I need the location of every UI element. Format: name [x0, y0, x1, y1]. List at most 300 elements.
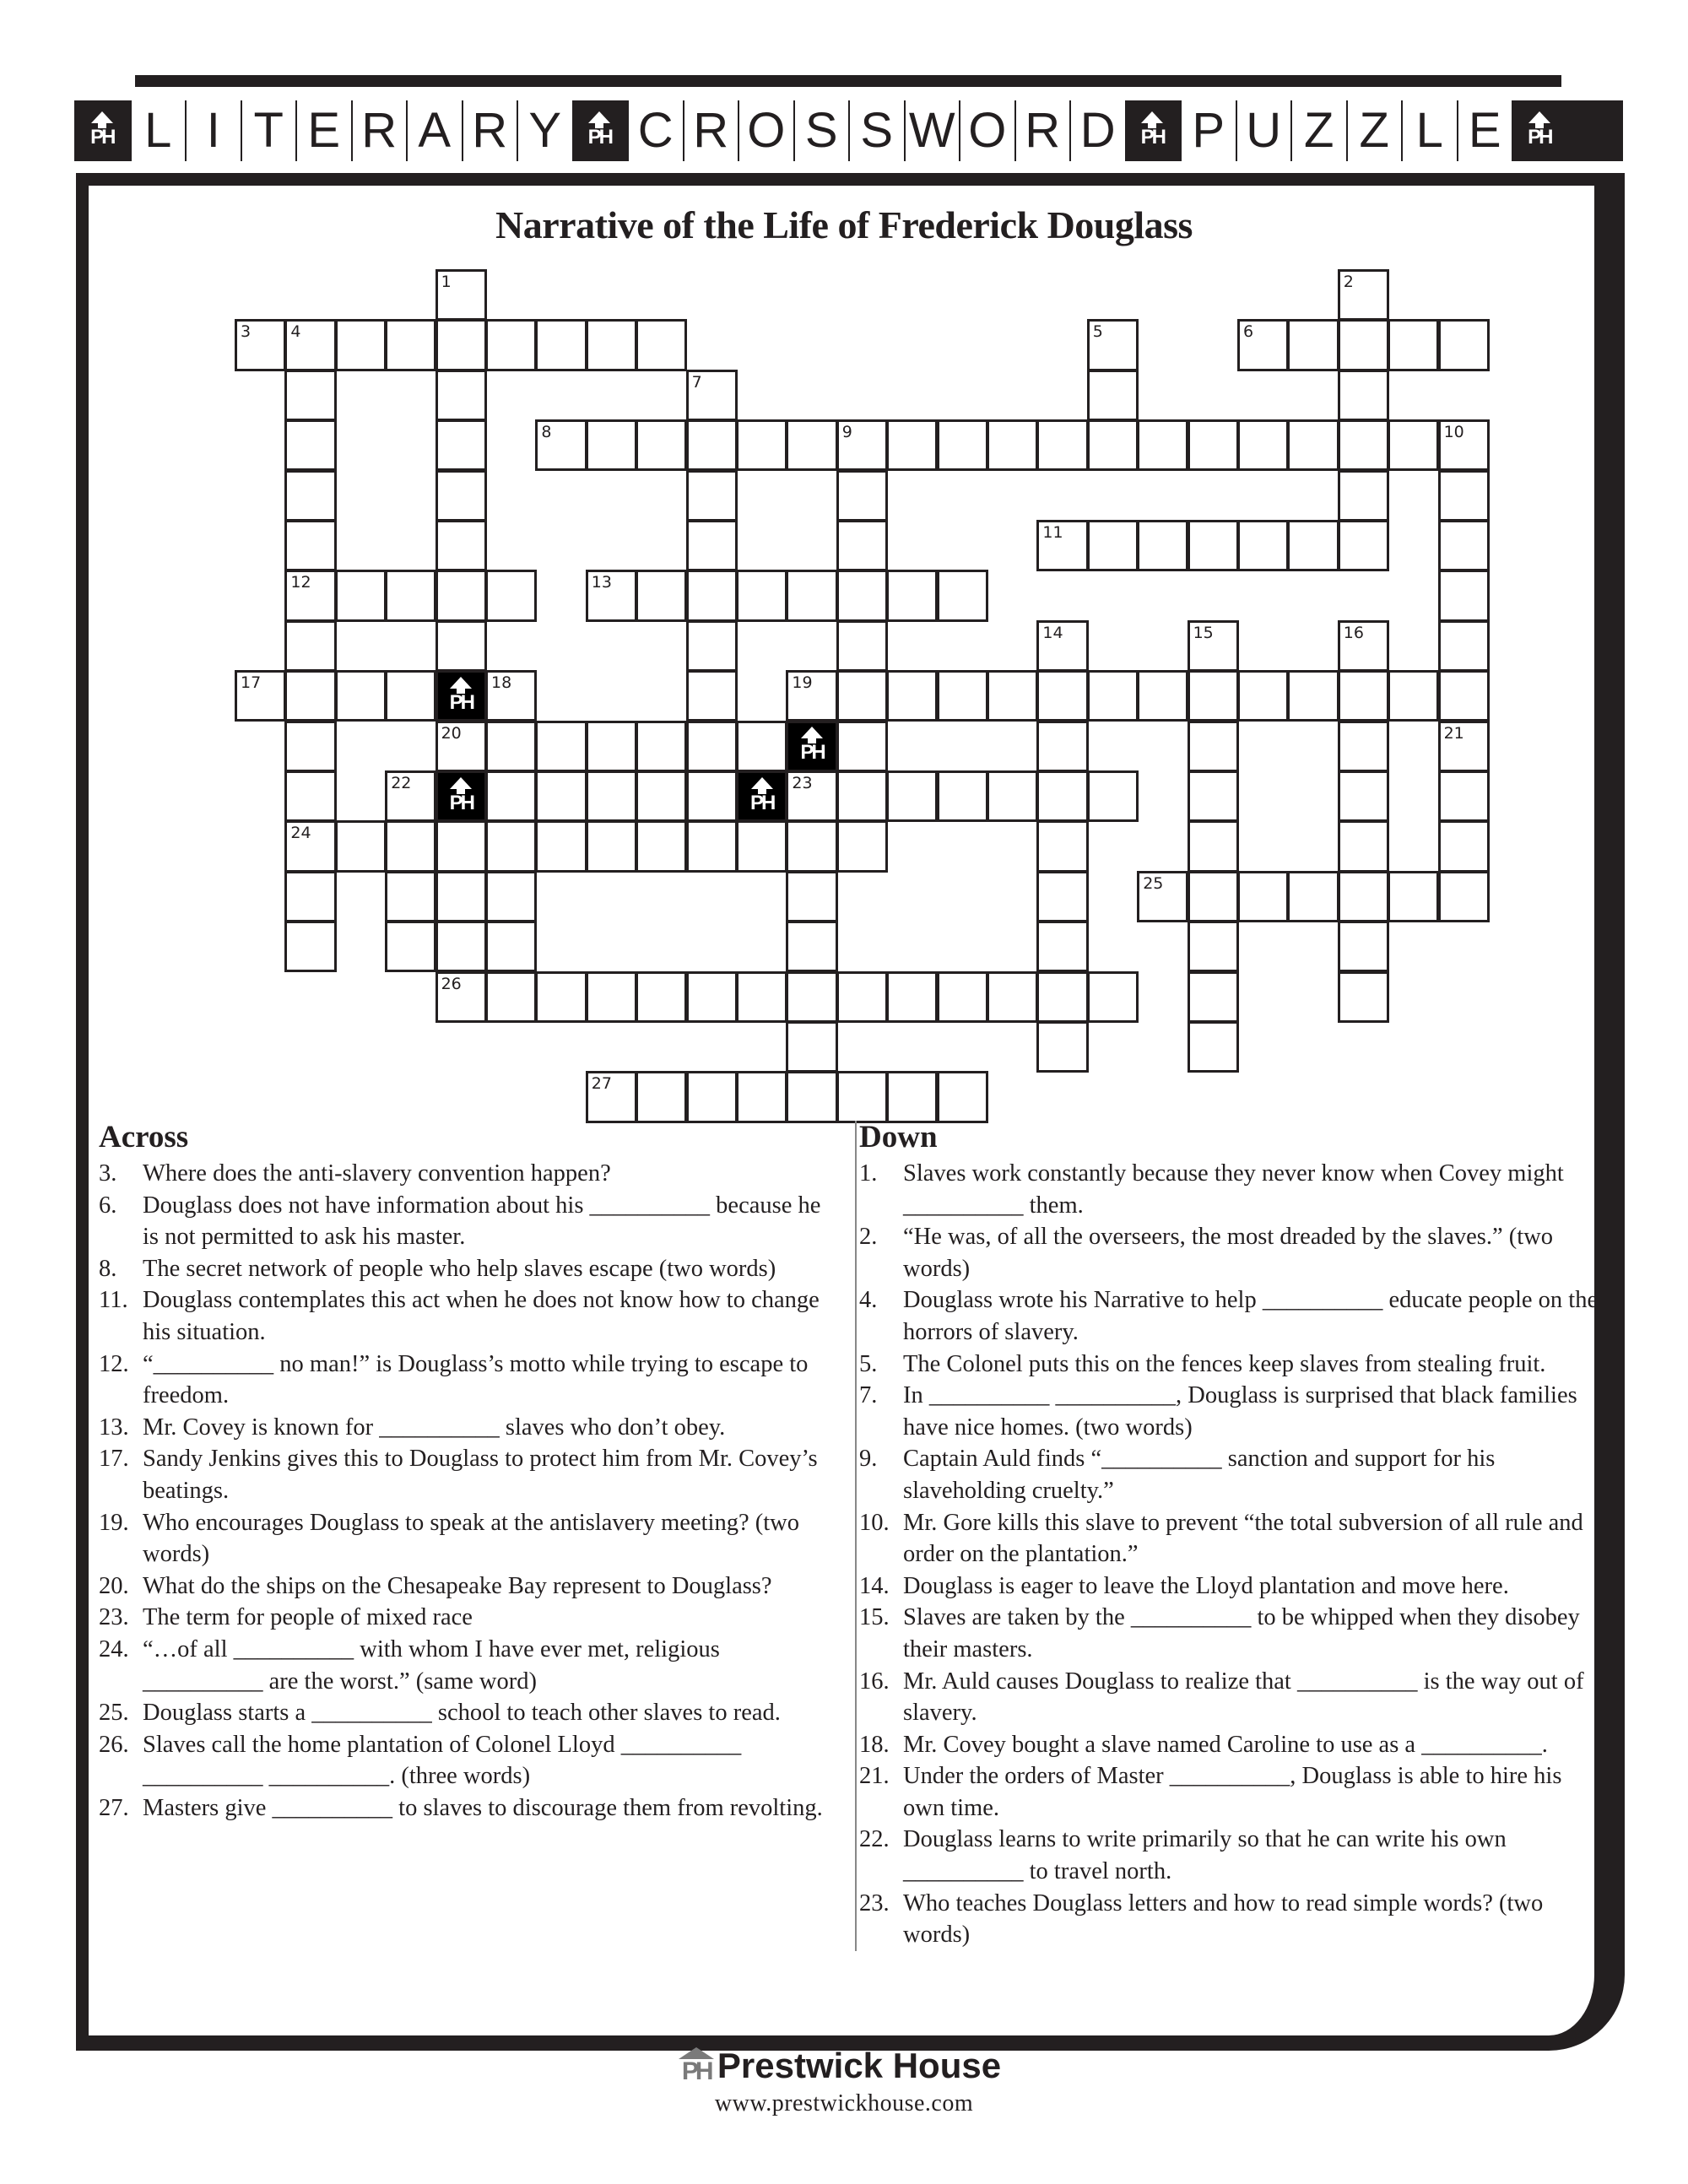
grid-cell[interactable]	[284, 721, 336, 772]
clue-number: 2.	[859, 1224, 878, 1251]
grid-cell[interactable]	[1137, 670, 1188, 722]
grid-cell[interactable]	[385, 670, 436, 722]
grid-cell[interactable]	[284, 620, 336, 672]
grid-cell[interactable]	[636, 971, 687, 1023]
banner-logo-tile	[1512, 100, 1567, 161]
clue-text: Masters give __________ to slaves to discourage them from revolting.	[143, 1794, 823, 1821]
clue-text: Captain Auld finds “__________ sanction and support for his slaveholding cruelty.”	[903, 1446, 1496, 1504]
grid-cell[interactable]	[686, 570, 738, 621]
grid-cell[interactable]	[1237, 670, 1289, 722]
grid-cell[interactable]	[284, 419, 336, 471]
down-clue	[857, 1284, 1599, 1348]
grid-cell[interactable]	[786, 419, 837, 471]
grid-cell[interactable]	[485, 721, 537, 772]
grid-cell[interactable]	[1388, 670, 1439, 722]
grid-cell[interactable]	[1438, 470, 1490, 522]
grid-cell[interactable]	[535, 971, 587, 1023]
down-clue	[857, 1221, 1599, 1284]
banner-logo-tile	[572, 100, 628, 161]
clue-number: 12.	[99, 1350, 129, 1377]
clue-number: 1.	[859, 1160, 878, 1187]
clue-text: Douglass wrote his Narrative to help __________ educate people on the horrors of slavery.	[903, 1287, 1599, 1345]
banner-letter-tile: Y	[517, 100, 572, 161]
clue-number: 26.	[99, 1731, 129, 1758]
black-cell	[436, 770, 487, 822]
clue-number: 25	[1143, 873, 1164, 893]
grid-cell[interactable]	[937, 670, 988, 722]
clue-number: 18	[491, 673, 512, 693]
grid-cell[interactable]	[436, 620, 487, 672]
grid-cell[interactable]	[1237, 419, 1289, 471]
grid-cell[interactable]	[284, 570, 336, 621]
grid-cell[interactable]	[1338, 971, 1389, 1023]
banner-letter-tile: R	[683, 100, 738, 161]
grid-cell[interactable]	[485, 570, 537, 621]
ph-house-icon: PH	[587, 111, 612, 150]
grid-cell[interactable]	[636, 419, 687, 471]
grid-cell[interactable]	[1137, 871, 1188, 922]
grid-cell[interactable]	[335, 570, 387, 621]
grid-cell[interactable]	[736, 820, 787, 872]
grid-cell[interactable]	[1087, 370, 1139, 421]
grid-cell[interactable]	[436, 470, 487, 522]
clue-number: 7	[691, 372, 702, 392]
clue-number: 14.	[859, 1572, 890, 1599]
clue-text: Douglass is eager to leave the Lloyd plantation and move here.	[903, 1572, 1509, 1599]
grid-cell[interactable]	[535, 770, 587, 822]
clue-number: 16	[1343, 623, 1364, 642]
banner-literary-crossword-puzzle	[74, 100, 1623, 161]
grid-cell[interactable]	[586, 319, 637, 370]
clue-number: 17.	[99, 1446, 129, 1473]
clue-text: Douglass does not have information about his __________ because he is not permitted to ask his master.	[143, 1192, 821, 1251]
grid-cell[interactable]	[736, 971, 787, 1023]
grid-cell[interactable]	[235, 319, 286, 370]
top-rule	[135, 75, 1561, 87]
grid-cell[interactable]	[1036, 820, 1088, 872]
grid-cell[interactable]	[284, 470, 336, 522]
grid-cell[interactable]	[636, 570, 687, 621]
grid-cell[interactable]	[1237, 871, 1289, 922]
grid-cell[interactable]	[1438, 721, 1490, 772]
grid-cell[interactable]	[436, 721, 487, 772]
grid-cell[interactable]	[686, 770, 738, 822]
grid-cell[interactable]	[1036, 971, 1088, 1023]
grid-cell[interactable]	[987, 670, 1038, 722]
black-cell	[436, 670, 487, 722]
banner-letter-tile: Z	[1346, 100, 1402, 161]
grid-cell[interactable]	[836, 419, 888, 471]
grid-cell[interactable]	[1438, 419, 1490, 471]
grid-cell[interactable]	[786, 670, 837, 722]
grid-cell[interactable]	[987, 419, 1038, 471]
grid-cell[interactable]	[284, 820, 336, 872]
clue-number: 20	[441, 723, 462, 743]
grid-cell[interactable]	[736, 721, 787, 772]
across-clue	[99, 1697, 841, 1729]
grid-cell[interactable]	[485, 319, 537, 370]
clue-number: 8.	[99, 1255, 117, 1282]
clue-number: 2	[1343, 273, 1354, 291]
grid-cell[interactable]	[436, 971, 487, 1023]
grid-cell[interactable]	[1388, 319, 1439, 370]
grid-cell[interactable]	[1338, 470, 1389, 522]
grid-cell[interactable]	[786, 1021, 837, 1073]
clue-text: What do the ships on the Chesapeake Bay represent to Douglass?	[143, 1572, 772, 1599]
grid-cell[interactable]	[586, 570, 637, 621]
grid-cell[interactable]	[385, 921, 436, 972]
grid-cell[interactable]	[485, 871, 537, 922]
grid-cell[interactable]	[886, 670, 938, 722]
ph-house-icon: PH	[89, 111, 115, 150]
grid-cell[interactable]	[1087, 319, 1139, 370]
grid-cell[interactable]	[1087, 770, 1139, 822]
grid-cell[interactable]	[1438, 319, 1490, 370]
grid-cell[interactable]	[436, 921, 487, 972]
grid-cell[interactable]	[1338, 921, 1389, 972]
clue-text: Under the orders of Master __________, Douglass is able to hire his own time.	[903, 1763, 1562, 1821]
grid-cell[interactable]	[1338, 520, 1389, 571]
across-clue-list	[99, 1158, 841, 1824]
banner-letter-tile: E	[295, 100, 351, 161]
grid-cell[interactable]	[335, 670, 387, 722]
grid-cell[interactable]	[1338, 419, 1389, 471]
grid-cell[interactable]	[636, 820, 687, 872]
banner-letter-tile: O	[959, 100, 1014, 161]
grid-cell[interactable]	[1188, 419, 1239, 471]
clue-number: 19	[792, 673, 813, 693]
grid-cell[interactable]	[1338, 871, 1389, 922]
grid-cell[interactable]	[1338, 319, 1389, 370]
grid-cell[interactable]	[1237, 520, 1289, 571]
clue-number: 27.	[99, 1794, 129, 1821]
grid-cell[interactable]	[1036, 670, 1088, 722]
grid-cell[interactable]	[636, 1071, 687, 1122]
grid-cell[interactable]	[786, 820, 837, 872]
ph-house-icon: PH	[448, 777, 473, 816]
grid-cell[interactable]	[987, 971, 1038, 1023]
grid-cell[interactable]	[836, 620, 888, 672]
grid-cell[interactable]	[1388, 419, 1439, 471]
grid-cell[interactable]	[686, 1071, 738, 1122]
grid-cell[interactable]	[284, 370, 336, 421]
across-clues	[99, 1121, 841, 1824]
grid-cell[interactable]	[586, 721, 637, 772]
grid-cell[interactable]	[1036, 620, 1088, 672]
grid-cell[interactable]	[686, 419, 738, 471]
grid-cell[interactable]	[636, 319, 687, 370]
clue-text: The term for people of mixed race	[143, 1604, 473, 1631]
grid-cell[interactable]	[686, 370, 738, 421]
grid-cell[interactable]	[1036, 921, 1088, 972]
clue-number: 13	[591, 573, 612, 592]
ph-house-icon: PH	[799, 727, 825, 765]
grid-cell[interactable]	[535, 319, 587, 370]
grid-cell[interactable]	[836, 670, 888, 722]
clue-number: 6	[1243, 322, 1254, 342]
grid-cell[interactable]	[1338, 620, 1389, 672]
banner-letter-tile: U	[1236, 100, 1291, 161]
banner-letter-tile: P	[1180, 100, 1236, 161]
house-icon: PH	[679, 2047, 714, 2086]
down-clue	[857, 1349, 1599, 1381]
clue-number: 6.	[99, 1192, 117, 1219]
grid-cell[interactable]	[1188, 921, 1239, 972]
grid-cell[interactable]	[937, 419, 988, 471]
grid-cell[interactable]	[686, 721, 738, 772]
grid-cell[interactable]	[736, 1071, 787, 1122]
grid-cell[interactable]	[436, 419, 487, 471]
grid-cell[interactable]	[284, 770, 336, 822]
grid-cell[interactable]	[786, 971, 837, 1023]
ph-house-icon: PH	[1139, 111, 1165, 150]
grid-cell[interactable]	[1036, 419, 1088, 471]
grid-cell[interactable]	[586, 1071, 637, 1122]
banner-letter-tile: T	[241, 100, 296, 161]
grid-cell[interactable]	[686, 520, 738, 571]
grid-cell[interactable]	[436, 871, 487, 922]
grid-cell[interactable]	[1287, 670, 1339, 722]
grid-cell[interactable]	[586, 971, 637, 1023]
grid-cell[interactable]	[937, 1071, 988, 1122]
grid-cell[interactable]	[836, 820, 888, 872]
grid-cell[interactable]	[335, 820, 387, 872]
grid-cell[interactable]	[1438, 871, 1490, 922]
grid-cell[interactable]	[636, 770, 687, 822]
grid-cell[interactable]	[535, 419, 587, 471]
clue-text: Douglass contemplates this act when he does not know how to change his situation.	[143, 1287, 820, 1345]
grid-cell[interactable]	[987, 770, 1038, 822]
grid-cell[interactable]	[1438, 570, 1490, 621]
down-clue	[857, 1380, 1599, 1443]
grid-cell[interactable]	[1287, 871, 1339, 922]
clue-number: 22.	[859, 1826, 890, 1853]
banner-letter-tile: L	[1401, 100, 1457, 161]
clue-number: 5	[1092, 322, 1103, 342]
grid-cell[interactable]	[1188, 770, 1239, 822]
grid-cell[interactable]	[937, 570, 988, 621]
grid-cell[interactable]	[385, 820, 436, 872]
across-clue	[99, 1792, 841, 1825]
grid-cell[interactable]	[686, 470, 738, 522]
grid-cell[interactable]	[485, 670, 537, 722]
clue-text: “__________ no man!” is Douglass’s motto while trying to escape to freedom.	[143, 1350, 809, 1409]
grid-cell[interactable]	[1338, 820, 1389, 872]
grid-cell[interactable]	[385, 319, 436, 370]
banner-letter-tile: R	[1014, 100, 1070, 161]
grid-cell[interactable]	[586, 419, 637, 471]
banner-letter-tile: A	[406, 100, 462, 161]
grid-cell[interactable]	[535, 820, 587, 872]
grid-cell[interactable]	[886, 419, 938, 471]
grid-cell[interactable]	[436, 570, 487, 621]
grid-cell[interactable]	[1388, 871, 1439, 922]
grid-cell[interactable]	[1438, 770, 1490, 822]
grid-cell[interactable]	[1438, 670, 1490, 722]
grid-cell[interactable]	[1188, 871, 1239, 922]
grid-cell[interactable]	[586, 770, 637, 822]
grid-cell[interactable]	[1036, 770, 1088, 822]
grid-cell[interactable]	[436, 820, 487, 872]
grid-cell[interactable]	[1188, 820, 1239, 872]
down-clue	[857, 1666, 1599, 1729]
grid-cell[interactable]	[786, 1071, 837, 1122]
clue-text: Mr. Auld causes Douglass to realize that __________ is the way out of slavery.	[903, 1668, 1584, 1727]
grid-cell[interactable]	[1287, 419, 1339, 471]
clue-number: 26	[441, 974, 462, 993]
grid-cell[interactable]	[736, 570, 787, 621]
grid-cell[interactable]	[485, 820, 537, 872]
banner-letter-tile: C	[627, 100, 683, 161]
grid-cell[interactable]	[786, 871, 837, 922]
grid-cell[interactable]	[1036, 721, 1088, 772]
grid-cell[interactable]	[636, 721, 687, 772]
grid-cell[interactable]	[1137, 419, 1188, 471]
grid-cell[interactable]	[1338, 269, 1389, 321]
clue-number: 24.	[99, 1635, 129, 1662]
grid-cell[interactable]	[284, 670, 336, 722]
clue-text: Who encourages Douglass to speak at the antislavery meeting? (two words)	[143, 1509, 799, 1568]
grid-cell[interactable]	[937, 770, 988, 822]
grid-cell[interactable]	[1338, 721, 1389, 772]
clue-number: 15.	[859, 1604, 890, 1631]
grid-cell[interactable]	[937, 971, 988, 1023]
grid-cell[interactable]	[836, 971, 888, 1023]
grid-cell[interactable]	[1287, 319, 1339, 370]
across-clue	[99, 1190, 841, 1253]
banner-letter-tile: E	[1457, 100, 1512, 161]
clue-number: 11	[1042, 523, 1063, 542]
grid-cell[interactable]	[284, 921, 336, 972]
grid-cell[interactable]	[335, 319, 387, 370]
grid-cell[interactable]	[1188, 520, 1239, 571]
grid-cell[interactable]	[284, 871, 336, 922]
banner-letter-tile: R	[351, 100, 407, 161]
grid-cell[interactable]	[1188, 670, 1239, 722]
grid-cell[interactable]	[485, 921, 537, 972]
clue-number: 9.	[859, 1446, 878, 1473]
clue-number: 3.	[99, 1160, 117, 1187]
grid-cell[interactable]	[786, 921, 837, 972]
grid-cell[interactable]	[886, 971, 938, 1023]
clue-number: 10	[1443, 423, 1464, 442]
grid-cell[interactable]	[886, 1071, 938, 1122]
grid-cell[interactable]	[786, 770, 837, 822]
clue-number: 14	[1042, 623, 1063, 642]
grid-cell[interactable]	[235, 670, 286, 722]
grid-cell[interactable]	[686, 620, 738, 672]
grid-cell[interactable]	[686, 971, 738, 1023]
grid-cell[interactable]	[1087, 419, 1139, 471]
grid-cell[interactable]	[686, 820, 738, 872]
grid-cell[interactable]	[1338, 370, 1389, 421]
grid-cell[interactable]	[586, 820, 637, 872]
clue-text: In __________ __________, Douglass is surprised that black families have nice homes. (two words)	[903, 1382, 1577, 1441]
prestwick-house-logo[interactable]	[679, 2046, 1001, 2086]
grid-cell[interactable]	[836, 470, 888, 522]
grid-cell[interactable]	[1188, 721, 1239, 772]
across-clue	[99, 1602, 841, 1634]
grid-cell[interactable]	[836, 1071, 888, 1122]
grid-cell[interactable]	[1237, 319, 1289, 370]
grid-cell[interactable]	[1438, 620, 1490, 672]
grid-cell[interactable]	[385, 570, 436, 621]
clue-number: 23.	[99, 1604, 129, 1631]
grid-cell[interactable]	[284, 520, 336, 571]
across-clue	[99, 1253, 841, 1285]
grid-cell[interactable]	[836, 520, 888, 571]
clue-text: “He was, of all the overseers, the most dreaded by the slaves.” (two words)	[903, 1224, 1554, 1282]
black-cell	[786, 721, 837, 772]
down-clue	[857, 1507, 1599, 1570]
grid-cell[interactable]	[436, 370, 487, 421]
grid-cell[interactable]	[1188, 1021, 1239, 1073]
banner-letter-tile: Z	[1290, 100, 1346, 161]
grid-cell[interactable]	[786, 570, 837, 621]
grid-cell[interactable]	[1137, 520, 1188, 571]
grid-cell[interactable]	[1188, 971, 1239, 1023]
grid-cell[interactable]	[836, 570, 888, 621]
grid-cell[interactable]	[1087, 520, 1139, 571]
down-clue	[857, 1570, 1599, 1603]
grid-cell[interactable]	[385, 871, 436, 922]
grid-cell[interactable]	[1036, 520, 1088, 571]
grid-cell[interactable]	[886, 570, 938, 621]
grid-cell[interactable]	[1036, 871, 1088, 922]
clue-number: 12	[290, 573, 311, 592]
grid-cell[interactable]	[836, 721, 888, 772]
clue-number: 4.	[859, 1287, 878, 1314]
grid-cell[interactable]	[836, 770, 888, 822]
grid-cell[interactable]	[1338, 670, 1389, 722]
grid-cell[interactable]	[736, 419, 787, 471]
clue-number: 23	[792, 774, 813, 792]
clue-number: 10.	[859, 1509, 890, 1536]
grid-cell[interactable]	[436, 520, 487, 571]
grid-cell[interactable]	[1087, 971, 1139, 1023]
grid-cell[interactable]	[1036, 1021, 1088, 1073]
brand-name: Prestwick House	[717, 2046, 1002, 2085]
clue-number: 8	[541, 423, 552, 442]
clue-number: 7.	[859, 1382, 878, 1409]
grid-cell[interactable]	[1338, 770, 1389, 822]
grid-cell[interactable]	[1188, 620, 1239, 672]
clue-number: 3	[241, 322, 252, 342]
grid-cell[interactable]	[436, 319, 487, 370]
grid-cell[interactable]	[886, 770, 938, 822]
grid-cell[interactable]	[485, 971, 537, 1023]
grid-cell[interactable]	[535, 721, 587, 772]
ph-house-icon: PH	[1527, 111, 1552, 150]
clue-text: Who teaches Douglass letters and how to read simple words? (two words)	[903, 1889, 1544, 1949]
grid-cell[interactable]	[1287, 520, 1339, 571]
website-link[interactable]: www.prestwickhouse.com	[714, 2090, 974, 2116]
grid-cell[interactable]	[1438, 520, 1490, 571]
grid-cell[interactable]	[436, 269, 487, 321]
banner-letter-tile: I	[185, 100, 241, 161]
grid-cell[interactable]	[284, 319, 336, 370]
across-clue	[99, 1412, 841, 1444]
ph-house-icon: PH	[448, 677, 473, 716]
grid-cell[interactable]	[1438, 820, 1490, 872]
grid-cell[interactable]	[686, 670, 738, 722]
clue-number: 19.	[99, 1509, 129, 1536]
grid-cell[interactable]	[485, 770, 537, 822]
grid-cell[interactable]	[1087, 670, 1139, 722]
clue-number: 15	[1193, 623, 1214, 642]
grid-cell[interactable]	[385, 770, 436, 822]
across-clue	[99, 1634, 841, 1697]
